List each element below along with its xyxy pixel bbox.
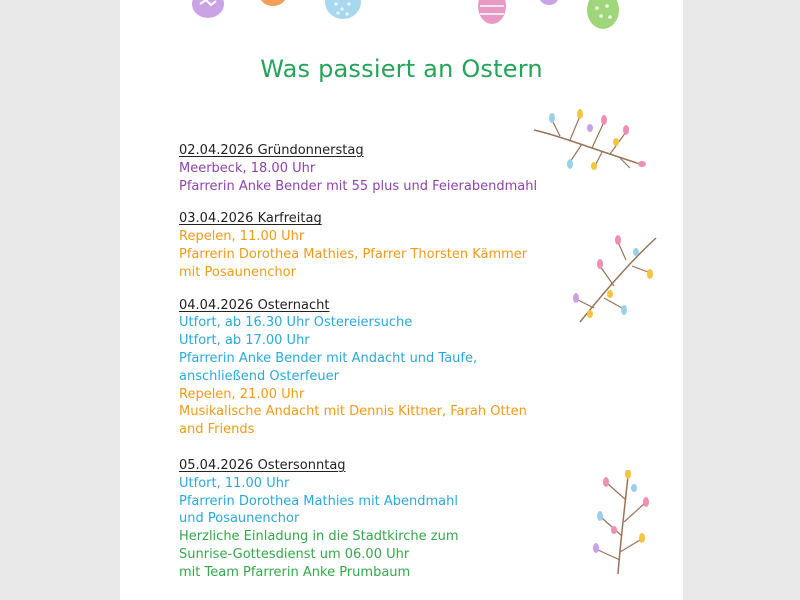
entry-line: Pfarrerin Anke Bender mit 55 plus und Feierabendmahl [179,178,538,194]
document-page [120,0,683,600]
entry-line: und Posaunenchor [179,511,300,527]
flower-branch-decoration [578,470,658,580]
entry-line: Utfort, 11.00 Uhr [179,475,290,491]
schedule-entry [179,210,579,281]
entry-line: anschließend Osterfeuer [179,368,339,384]
easter-eggs-decoration [120,0,683,40]
entry-date: 02.04.2026 Gründonnerstag [179,143,364,158]
entry-line: Pfarrerin Dorothea Mathies mit Abendmahl [179,493,458,509]
entry-line: mit Team Pfarrerin Anke Prumbaum [179,564,411,580]
entry-line: Herzliche Einladung in die Stadtkirche zum [179,529,459,545]
schedule-entry [179,142,579,195]
entry-line: Repelen, 21.00 Uhr [179,386,305,402]
entry-line: mit Posaunenchor [179,264,296,280]
entry-line: Sunrise-Gottesdienst um 06.00 Uhr [179,546,410,562]
entry-line: Utfort, ab 17.00 Uhr [179,333,310,349]
schedule-entry [179,297,579,439]
entry-line: Pfarrerin Anke Bender mit Andacht und Taufe, [179,350,478,366]
entry-line: Utfort, ab 16.30 Uhr Ostereiersuche [179,315,413,331]
schedule-entry [179,457,579,582]
entry-line: and Friends [179,422,255,438]
flower-branch-decoration [570,232,662,328]
entry-line: Musikalische Andacht mit Dennis Kittner, Farah Otten [179,404,527,420]
entry-date: 05.04.2026 Ostersonntag [179,457,346,473]
page-title: Was passiert an Ostern [260,55,543,83]
entry-line: Meerbeck, 18.00 Uhr [179,160,316,176]
entry-line: Pfarrerin Dorothea Mathies, Pfarrer Thorsten Kämmer [179,246,528,262]
entry-line: Repelen, 11.00 Uhr [179,229,305,245]
entry-date: 04.04.2026 Osternacht [179,297,330,313]
schedule-list [179,142,579,597]
entry-date: 03.04.2026 Karfreitag [179,211,322,227]
